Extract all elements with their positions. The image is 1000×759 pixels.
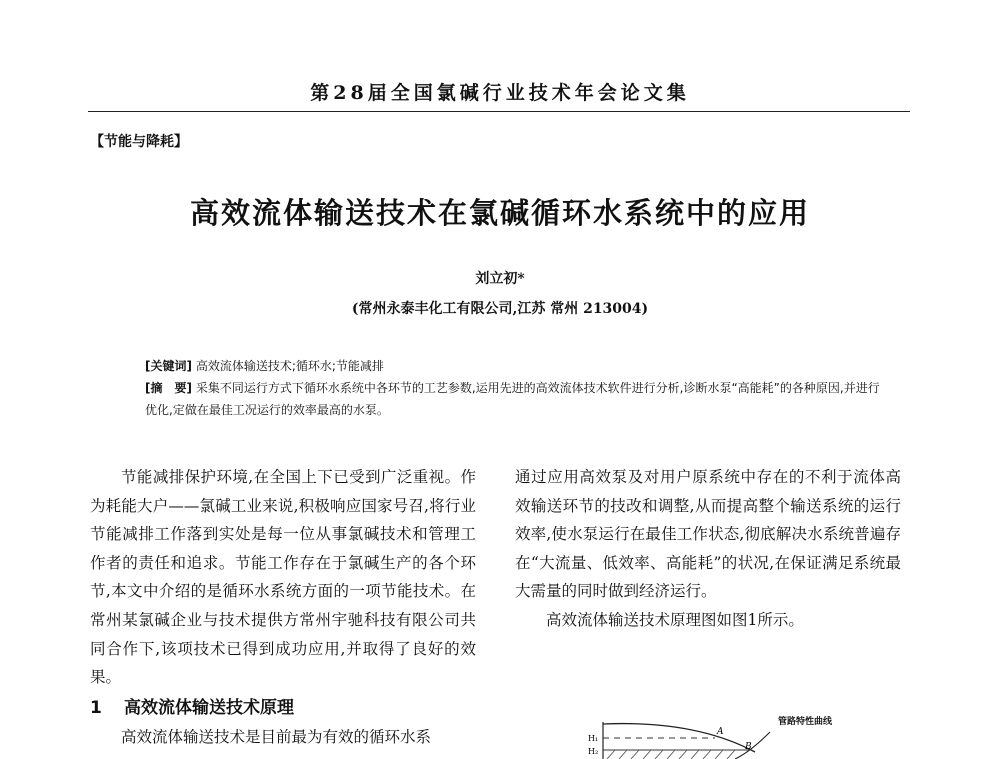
intro-paragraph: 节能减排保护环境,在全国上下已受到广泛重视。作为耗能大户——氯碱工业来说,积极响应国家号召,将行业节能减排工作落到实处是每一位从事氯碱技术和管理工作者的责任和追求。节能工作存在于氯碱生产的各个环节,本文中介绍的是循环水系统方面的一项节能技术。在常州某氯碱企业与技术提供方常州宇驰科技有限公司共同合作下,该项技术已得到成功应用,并取得了良好的效果。 [90, 468, 476, 687]
figure-h1-label: H₁ [588, 734, 599, 743]
author: 刘立初* [475, 271, 525, 287]
abstract [145, 377, 885, 421]
header-divider [88, 111, 910, 112]
right-column [515, 463, 901, 635]
figure-reference-paragraph: 高效流体输送技术原理图如图1所示。 [546, 610, 804, 629]
figure-h2-label: H₂ [588, 747, 599, 756]
paper-meta [145, 355, 885, 421]
left-column [90, 463, 476, 751]
figure-point-b: B [745, 742, 752, 752]
section-title: 高效流体输送技术原理 [124, 697, 294, 718]
abstract-label: [摘 要] [145, 381, 192, 395]
abstract-text: 采集不同运行方式下循环水系统中各环节的工艺参数,运用先进的高效流体技术软件进行分析,诊断水泵“高能耗”的各种原因,并进行优化,定做在最佳工况运行的效率最高的水泵。 [145, 381, 880, 417]
keywords [145, 355, 885, 377]
affiliation: (常州永泰丰化工有限公司,江苏 常州 213004) [351, 301, 649, 317]
keywords-text: 高效流体输送技术;循环水;节能减排 [195, 359, 384, 373]
running-header: 第28届全国氯碱行业技术年会论文集 [310, 82, 690, 104]
section1-paragraph: 高效流体输送技术是目前最为有效的循环水系 [121, 727, 432, 746]
paper-title: 高效流体输送技术在氯碱循环水系统中的应用 [189, 196, 810, 230]
figure-curve-label: 管路特性曲线 [778, 717, 833, 727]
figure-point-a: A [717, 727, 724, 737]
section-tag: 【节能与降耗】 [90, 134, 188, 150]
continued-paragraph: 通过应用高效泵及对用户原系统中存在的不利于流体高效输送环节的技改和调整,从而提高整个输送系统的运行效率,使水泵运行在最佳工作状态,彻底解决水系统普遍存在“大流量、低效率、高能耗”的状况,在保证满足系统最大需量的同时做到经济运行。 [515, 468, 901, 601]
section-heading [90, 693, 476, 723]
keywords-label: [关键词] [145, 359, 192, 373]
figure-hatch [607, 750, 735, 759]
section-number: 1 [90, 697, 102, 718]
principle-figure [585, 712, 905, 759]
